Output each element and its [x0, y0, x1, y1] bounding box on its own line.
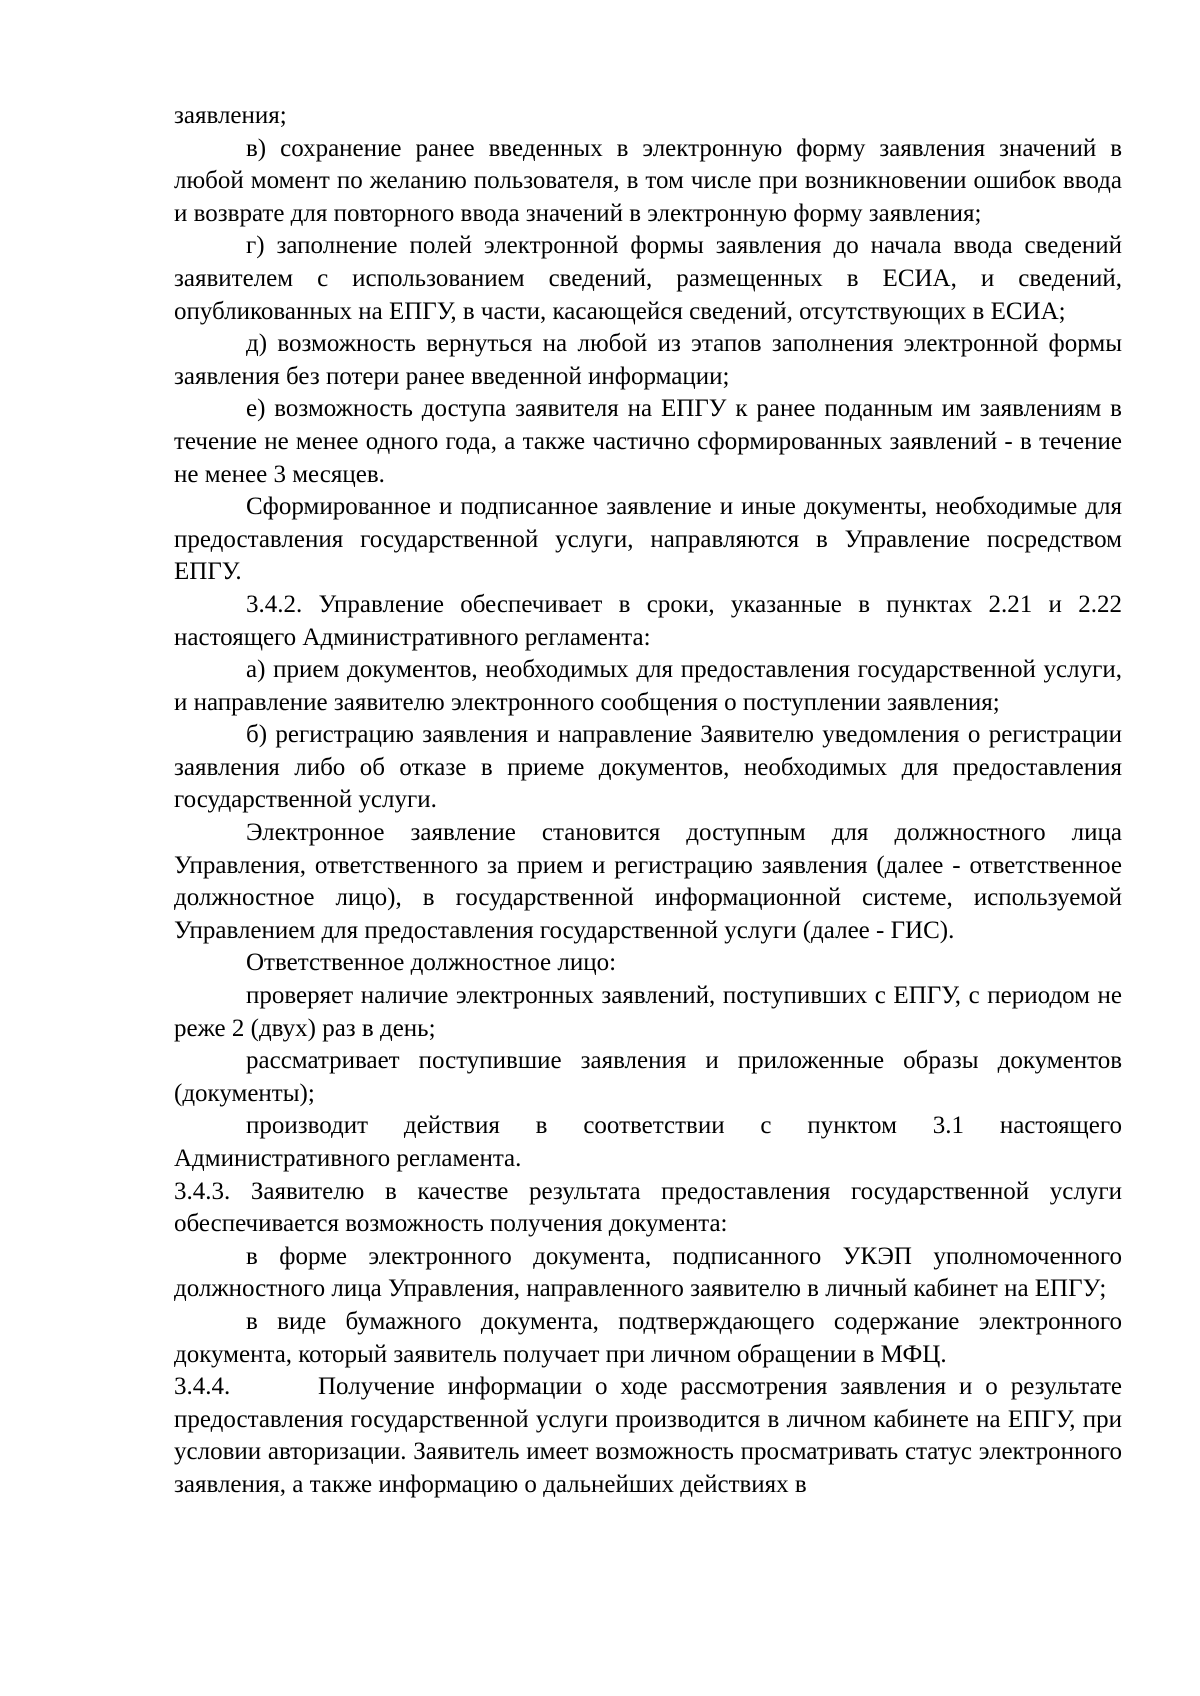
paragraph-item-b: б) регистрацию заявления и направление Заявителю уведомления о регистрации заявления либо об отказе в приеме документов, необходимых для предоставления государственной услуги.: [174, 721, 1122, 814]
paragraph-item-e: е) возможность доступа заявителя на ЕПГУ к ранее поданным им заявлениям в течение не менее одного года, а также частично сформированных заявлений - в течение не менее 3 месяцев.: [174, 395, 1122, 488]
paragraph-3-4-3: 3.4.3. Заявителю в качестве результата предоставления государственной услуги обеспечивается возможность получения документа:: [174, 1177, 1122, 1238]
paragraph-checks: проверяет наличие электронных заявлений, поступивших с ЕПГУ, с периодом не реже 2 (двух) раз в день;: [174, 982, 1122, 1042]
paragraph-item-v: в) сохранение ранее введенных в электронную форму заявления значений в любой момент по желанию пользователя, в том числе при возникновении ошибок ввода и возврате для повторного ввода значений в электронную форму заявления;: [174, 134, 1122, 227]
paragraph-text: Получение информации о ходе рассмотрения заявления и о результате предоставления государственной услуги производится в личном кабинете на ЕПГУ, при условии авторизации. Заявитель имеет возможность просматривать статус электронного заявления, а также информацию о дальнейших действиях в: [174, 1373, 1122, 1498]
paragraph-submission: Сформированное и подписанное заявление и иные документы, необходимые для предоставления государственной услуги, направляются в Управление посредством ЕПГУ.: [174, 493, 1122, 586]
paragraph-continuation: заявления;: [174, 102, 287, 129]
document-body: [174, 100, 1122, 1502]
paragraph-number: 3.4.4.: [174, 1373, 231, 1401]
paragraph-3-4-4: [174, 1371, 1122, 1501]
paragraph-item-a: а) прием документов, необходимых для предоставления государственной услуги, и направление заявителю электронного сообщения о поступлении заявления;: [174, 656, 1122, 716]
paragraph-paper-form: в виде бумажного документа, подтверждающего содержание электронного документа, который заявитель получает при личном обращении в МФЦ.: [174, 1307, 1122, 1368]
paragraph-responsible-official: Ответственное должностное лицо:: [246, 949, 617, 977]
paragraph-item-d: д) возможность вернуться на любой из этапов заполнения электронной формы заявления без потери ранее введенной информации;: [174, 330, 1122, 390]
paragraph-performs: производит действия в соответствии с пунктом 3.1 настоящего Административного регламента.: [174, 1112, 1122, 1172]
paragraph-item-g: г) заполнение полей электронной формы заявления до начала ввода сведений заявителем с использованием сведений, размещенных в ЕСИА, и сведений, опубликованных на ЕПГУ, в части, касающейся сведений, отсутствующих в ЕСИА;: [174, 232, 1122, 325]
paragraph-3-4-2: 3.4.2. Управление обеспечивает в сроки, указанные в пунктах 2.21 и 2.22 настоящего Административного регламента:: [174, 590, 1122, 651]
paragraph-electronic-form: в форме электронного документа, подписанного УКЭП уполномоченного должностного лица Управления, направленного заявителю в личный кабинет на ЕПГУ;: [174, 1242, 1122, 1303]
paragraph-electronic-application: Электронное заявление становится доступным для должностного лица Управления, ответственного за прием и регистрацию заявления (далее - ответственное должностное лицо), в государственной информационной системе, используемой Управлением для предоставления государственной услуги (далее - ГИС).: [174, 819, 1122, 944]
paragraph-reviews: рассматривает поступившие заявления и приложенные образы документов (документы);: [174, 1047, 1122, 1107]
